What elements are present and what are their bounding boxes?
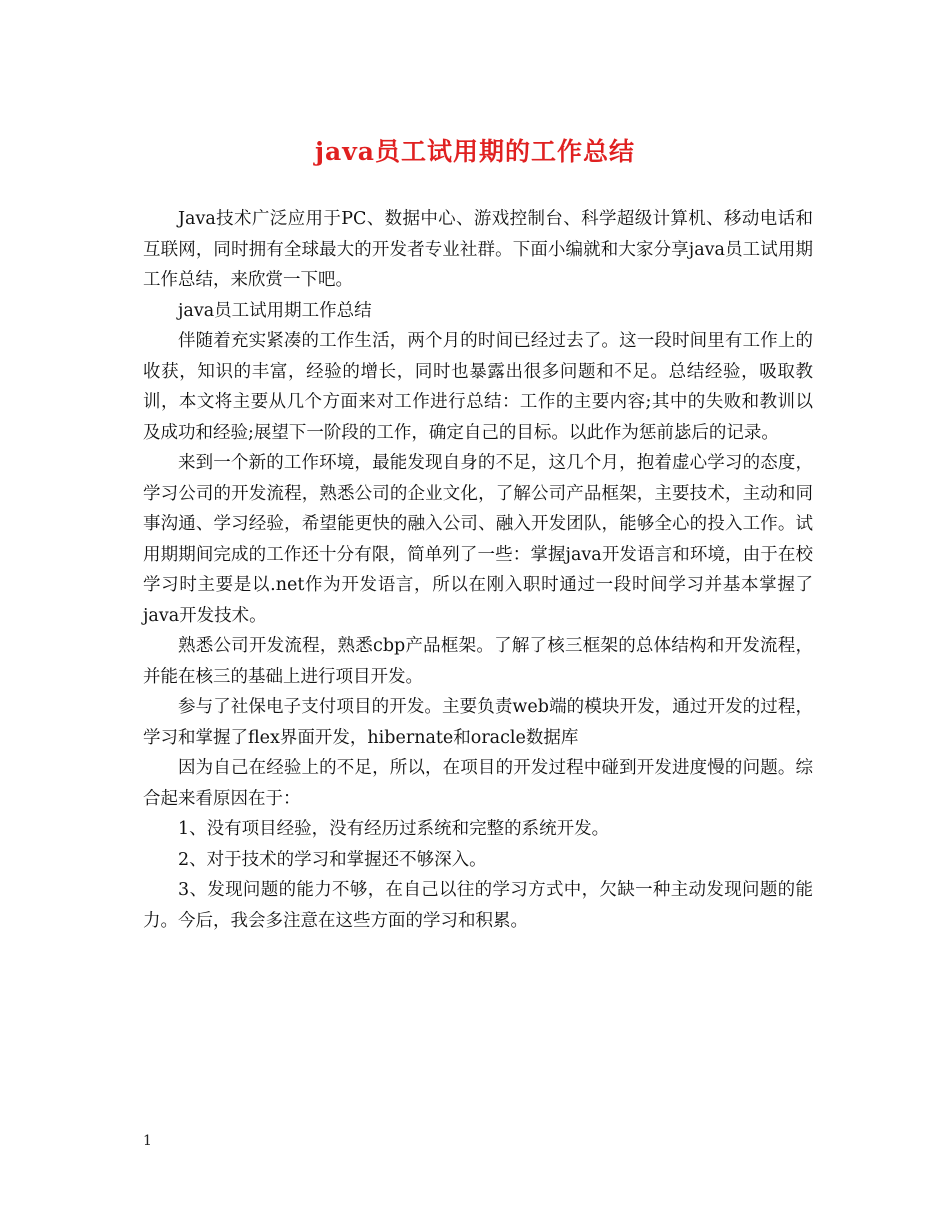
list-item: 3、发现问题的能力不够，在自己以往的学习方式中，欠缺一种主动发现问题的能力。今后，我会多注意在这些方面的学习和积累。 <box>143 880 813 931</box>
document-body <box>143 204 813 936</box>
list-item: 1、没有项目经验，没有经历过系统和完整的系统开发。 <box>178 819 610 839</box>
paragraph: 来到一个新的工作环境，最能发现自身的不足，这几个月，抱着虚心学习的态度，学习公司的开发流程，熟悉公司的企业文化，了解公司产品框架，主要技术，主动和同事沟通、学习经验，希望能更快的融入公司、融入开发团队，能够全心的投入工作。试用期期间完成的工作还十分有限，简单列了一些：掌握java开发语言和环境，由于在校学习时主要是以.net作为开发语言，所以在刚入职时通过一段时间学习并基本掌握了java开发技术。 <box>143 453 813 626</box>
list-item: 2、对于技术的学习和掌握还不够深入。 <box>178 849 487 870</box>
paragraph: java员工试用期工作总结 <box>178 300 372 321</box>
page-number: 1 <box>143 1133 152 1149</box>
paragraph: 伴随着充实紧凑的工作生活，两个月的时间已经过去了。这一段时间里有工作上的收获，知识的丰富，经验的增长，同时也暴露出很多问题和不足。总结经验，吸取教训，本文将主要从几个方面来对工作进行总结：工作的主要内容;其中的失败和教训以及成功和经验;展望下一阶段的工作，确定自己的目标。以此作为惩前毖后的记录。 <box>143 331 813 443</box>
paragraph: 因为自己在经验上的不足，所以，在项目的开发过程中碰到开发进度慢的问题。综合起来看原因在于： <box>143 758 813 809</box>
document-title: java员工试用期的工作总结 <box>315 137 635 166</box>
paragraph: 熟悉公司开发流程，熟悉cbp产品框架。了解了核三框架的总体结构和开发流程，并能在核三的基础上进行项目开发。 <box>143 636 813 687</box>
paragraph: Java技术广泛应用于PC、数据中心、游戏控制台、科学超级计算机、移动电话和互联网，同时拥有全球最大的开发者专业社群。下面小编就和大家分享java员工试用期工作总结，来欣赏一下吧。 <box>143 209 813 290</box>
paragraph: 参与了社保电子支付项目的开发。主要负责web端的模块开发，通过开发的过程，学习和掌握了flex界面开发，hibernate和oracle数据库 <box>143 697 813 748</box>
